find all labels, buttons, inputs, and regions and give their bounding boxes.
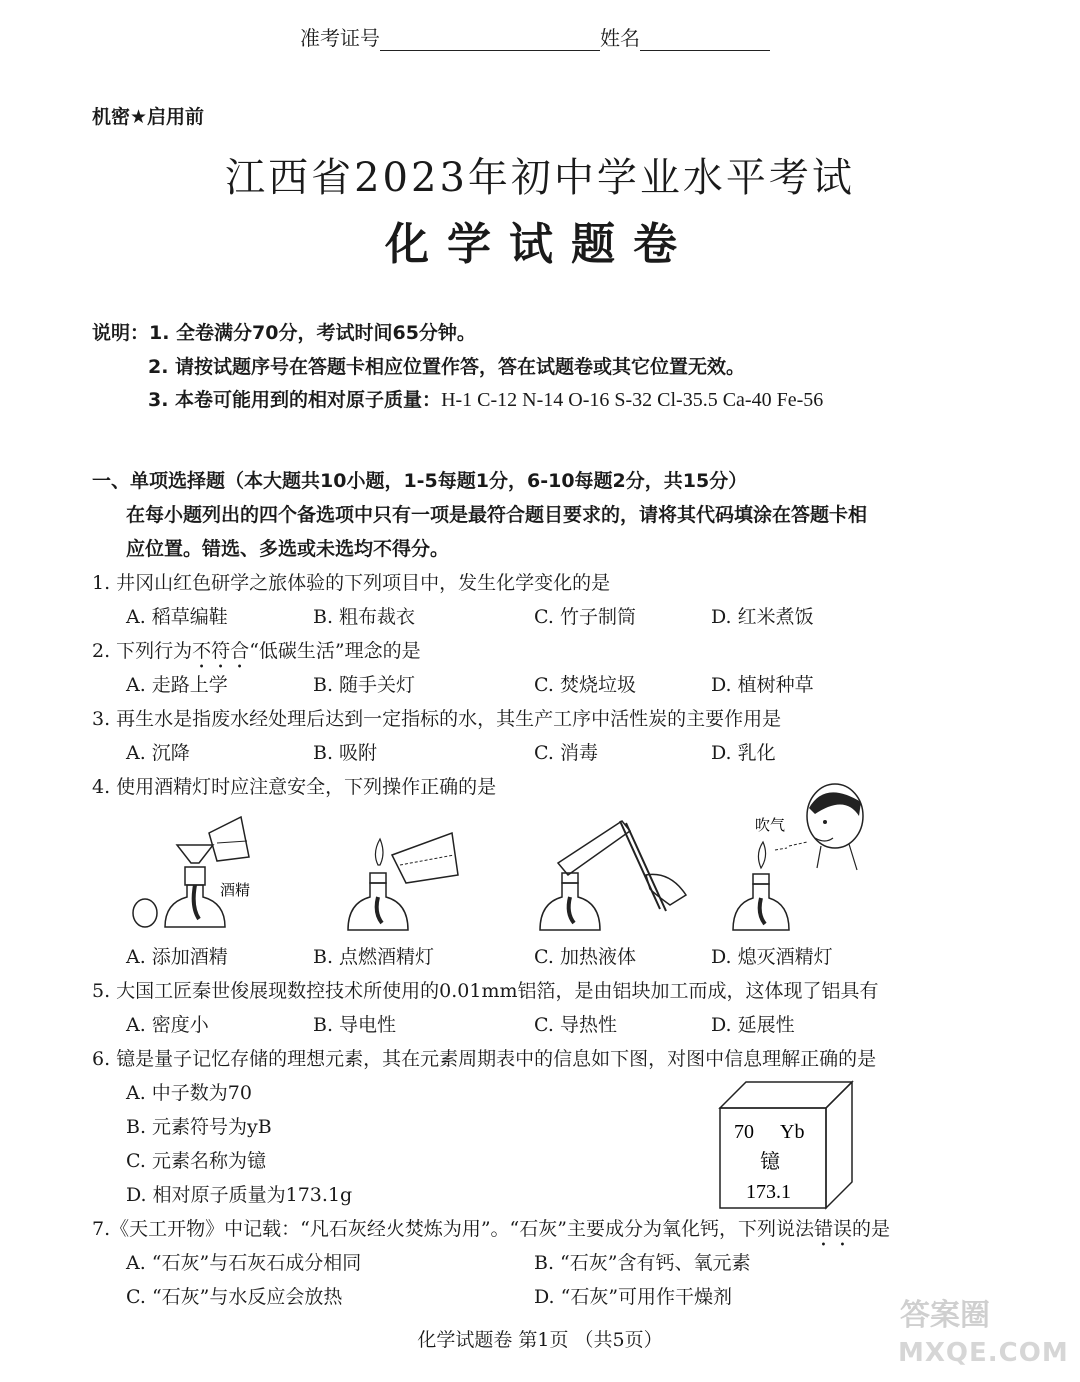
figure-adding-alcohol [125, 815, 275, 935]
q7-option-b: B. “石灰”含有钙、氧元素 [534, 1252, 751, 1274]
q2-stem-part: 2. 下列行为 [92, 640, 193, 662]
q1-option-b: B. 粗布裁衣 [313, 606, 416, 628]
q5-option-c: C. 导热性 [534, 1014, 617, 1036]
section-instruction-1: 在每小题列出的四个备选项中只有一项是最符合题目要求的，请将其代码填涂在答题卡相 [126, 504, 868, 526]
q2-option-c: C. 焚烧垃圾 [534, 674, 636, 696]
q6-option-a: A. 中子数为70 [126, 1082, 252, 1104]
atomic-masses: H-1 C-12 N-14 O-16 S-32 Cl-35.5 Ca-40 Fe-56 [441, 389, 824, 411]
q2-emphasis: 不符合 [192, 640, 250, 662]
q4-option-d: D. 熄灭酒精灯 [711, 946, 833, 968]
note-3 [148, 385, 823, 412]
question-6-stem: 6. 镱是量子记忆存储的理想元素，其在元素周期表中的信息如下图，对图中信息理解正确的是 [92, 1048, 877, 1070]
q4-option-c: C. 加热液体 [534, 946, 636, 968]
q4-option-a: A. 添加酒精 [126, 946, 228, 968]
q3-option-a: A. 沉降 [126, 742, 190, 764]
confidential-mark: 机密★启用前 [92, 106, 205, 128]
watermark-logo: 答案圈 [900, 1298, 990, 1333]
q3-option-d: D. 乳化 [711, 742, 776, 764]
q3-option-c: C. 消毒 [534, 742, 598, 764]
blow-label: 吹气 [755, 816, 786, 834]
q4-option-b: B. 点燃酒精灯 [313, 946, 435, 968]
section-instruction-2: 应位置。错选、多选或未选均不得分。 [126, 538, 450, 560]
figure-heating-liquid [530, 815, 690, 940]
question-3-stem: 3. 再生水是指废水经处理后达到一定指标的水，其生产工序中活性炭的主要作用是 [92, 708, 782, 730]
question-2-stem [92, 636, 421, 673]
figure-blowing-out-lamp [725, 780, 875, 940]
page-footer: 化学试题卷 第1页 （共5页） [417, 1329, 663, 1351]
exam-title: 江西省2023年初中学业水平考试 [225, 155, 855, 201]
alcohol-label: 酒精 [220, 881, 251, 899]
exam-number-label: 准考证号 [300, 26, 380, 50]
q2-stem-part: “低碳生活”理念的是 [249, 640, 421, 662]
atomic-number: 70 [734, 1121, 754, 1143]
q7-stem-part: 的是 [852, 1218, 891, 1240]
note-2: 2. 请按试题序号在答题卡相应位置作答，答在试题卷或其它位置无效。 [148, 356, 746, 378]
section-heading: 一、单项选择题（本大题共10小题，1-5每题1分，6-10每题2分，共15分） [92, 470, 748, 492]
q5-option-b: B. 导电性 [313, 1014, 397, 1036]
exam-number-field [380, 26, 600, 51]
question-4-stem: 4. 使用酒精灯时应注意安全，下列操作正确的是 [92, 776, 497, 798]
question-5-stem: 5. 大国工匠秦世俊展现数控技术所使用的0.01mm铝箔，是由铝块加工而成，这体现了铝具有 [92, 980, 879, 1002]
element-symbol: Yb [780, 1121, 805, 1143]
q2-option-d: D. 植树种草 [711, 674, 814, 696]
q1-option-d: D. 红米煮饭 [711, 606, 814, 628]
element-yb-box [718, 1080, 858, 1210]
paper-title: 化学试题卷 [385, 219, 695, 270]
note-3-label: 3. 本卷可能用到的相对原子质量： [148, 389, 442, 411]
q2-option-a: A. 走路上学 [126, 674, 228, 696]
q1-option-a: A. 稻草编鞋 [126, 606, 228, 628]
name-label: 姓名 [600, 26, 640, 50]
question-1-stem: 1. 井冈山红色研学之旅体验的下列项目中，发生化学变化的是 [92, 572, 611, 594]
q7-emphasis: 错误 [813, 1218, 852, 1240]
q6-option-b: B. 元素符号为yB [126, 1116, 272, 1138]
q7-option-a: A. “石灰”与石灰石成分相同 [126, 1252, 362, 1274]
q7-option-d: D. “石灰”可用作干燥剂 [534, 1286, 733, 1308]
atomic-mass: 173.1 [746, 1181, 791, 1203]
name-field [640, 26, 770, 51]
question-7-stem [92, 1214, 890, 1251]
q6-option-c: C. 元素名称为镱 [126, 1150, 266, 1172]
q6-option-d: D. 相对原子质量为173.1g [126, 1184, 353, 1206]
q3-option-b: B. 吸附 [313, 742, 378, 764]
candidate-info [300, 22, 770, 51]
q5-option-d: D. 延展性 [711, 1014, 795, 1036]
watermark-url: MXQE.COM [898, 1338, 1069, 1368]
note-1: 说明：1. 全卷满分70分，考试时间65分钟。 [92, 322, 476, 344]
q2-option-b: B. 随手关灯 [313, 674, 416, 696]
q5-option-a: A. 密度小 [126, 1014, 209, 1036]
figure-lighting-lamp [340, 825, 470, 940]
q7-stem-part: 7.《天工开物》中记载：“凡石灰经火焚炼为用”。“石灰”主要成分为氧化钙，下列说法 [92, 1218, 814, 1240]
q1-option-c: C. 竹子制筒 [534, 606, 636, 628]
element-name: 镱 [760, 1151, 780, 1173]
q7-option-c: C. “石灰”与水反应会放热 [126, 1286, 343, 1308]
